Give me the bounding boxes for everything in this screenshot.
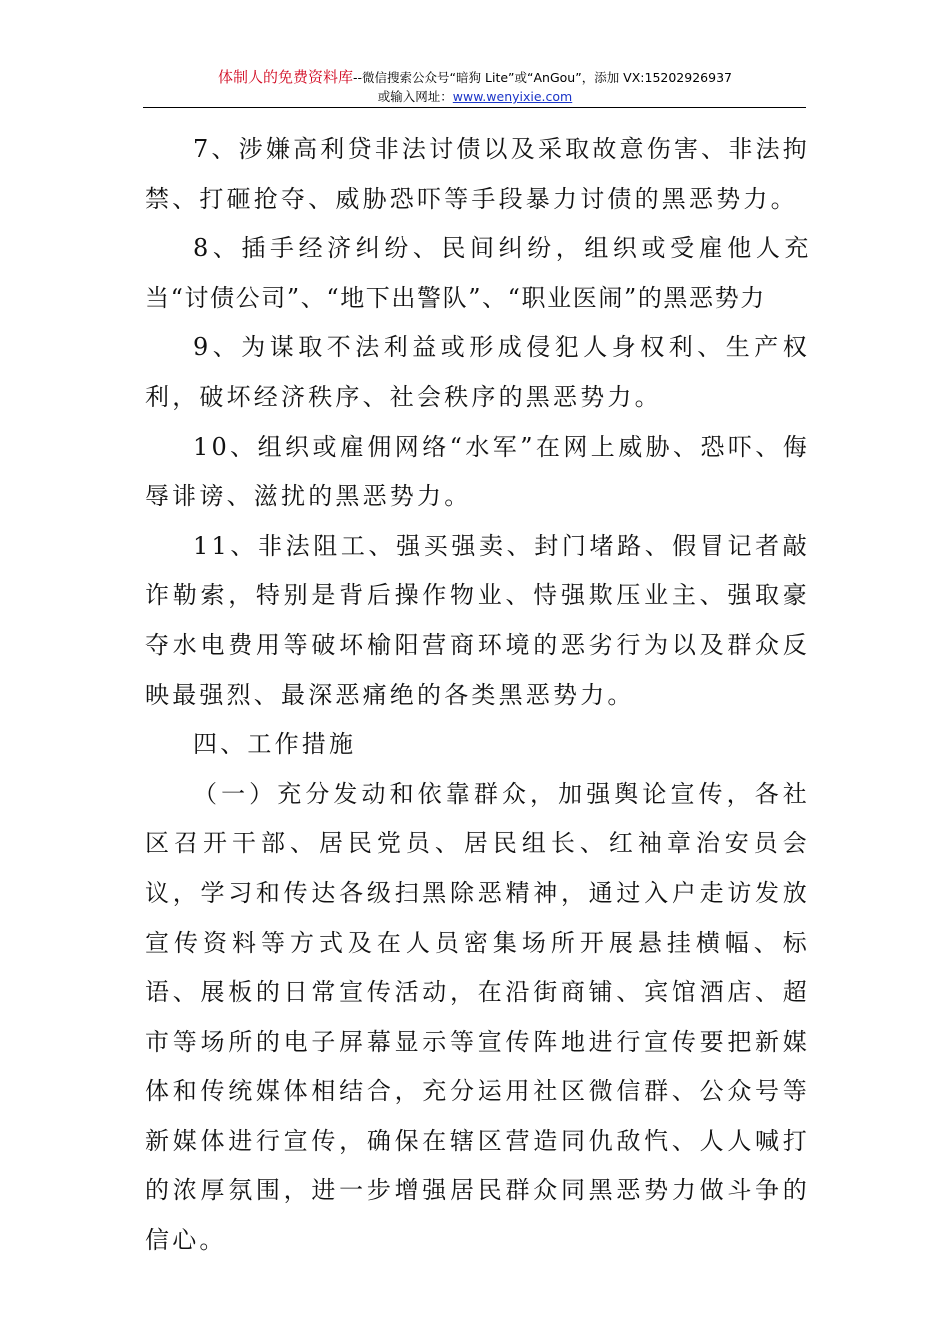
header-line-2 — [145, 87, 805, 106]
paragraph-item-7: 7、涉嫌高利贷非法讨债以及采取故意伤害、非法拘禁、打砸抢夺、威胁恐吓等手段暴力讨债的黑恶势力。 — [145, 135, 810, 213]
header-brand: 体制人的免费资料库 — [218, 68, 354, 86]
header-divider — [143, 107, 806, 108]
header-url-prefix: 或输入网址： — [377, 89, 453, 104]
header-promo: --微信搜索公众号“暗狗 Lite”或“AnGou”，添加 VX:15202926937 — [353, 70, 732, 85]
paragraph-item-9: 9、为谋取不法利益或形成侵犯人身权利、生产权利，破坏经济秩序、社会秩序的黑恶势力。 — [145, 333, 810, 411]
paragraph-item-11: 11、非法阻工、强买强卖、封门堵路、假冒记者敲诈勒索，特别是背后操作物业、恃强欺压业主、强取豪夺水电费用等破坏榆阳营商环境的恶劣行为以及群众反映最强烈、最深恶痛绝的各类黑恶势力。 — [145, 531, 810, 709]
paragraph-item-8: 8、插手经济纠纷、民间纠纷，组织或受雇他人充当“讨债公司”、“地下出警队”、“职业医闹”的黑恶势力 — [145, 234, 810, 312]
section-heading-measures: 四、工作措施 — [193, 730, 357, 759]
header-line-1 — [145, 68, 805, 87]
paragraph-item-10: 10、组织或雇佣网络“水军”在网上威胁、恐吓、侮辱诽谤、滋扰的黑恶势力。 — [145, 432, 810, 511]
document-body — [145, 125, 810, 1266]
paragraph-measure-1: （一）充分发动和依靠群众，加强舆论宣传，各社区召开干部、居民党员、居民组长、红袖章治安员会议，学习和传达各级扫黑除恶精神，通过入户走访发放宣传资料等方式及在人员密集场所开展悬挂横幅、标语、展板的日常宣传活动，在沿街商铺、宾馆酒店、超市等场所的电子屏幕显示等宣传阵地进行宣传要把新媒体和传统媒体相结合，充分运用社区微信群、公众号等新媒体进行宣传，确保在辖区营造同仇敌忾、人人喊打的浓厚氛围，进一步增强居民群众同黑恶势力做斗争的信心。 — [145, 779, 810, 1255]
header-url-link[interactable]: www.wenyixie.com — [452, 89, 573, 104]
page-header — [145, 68, 805, 106]
